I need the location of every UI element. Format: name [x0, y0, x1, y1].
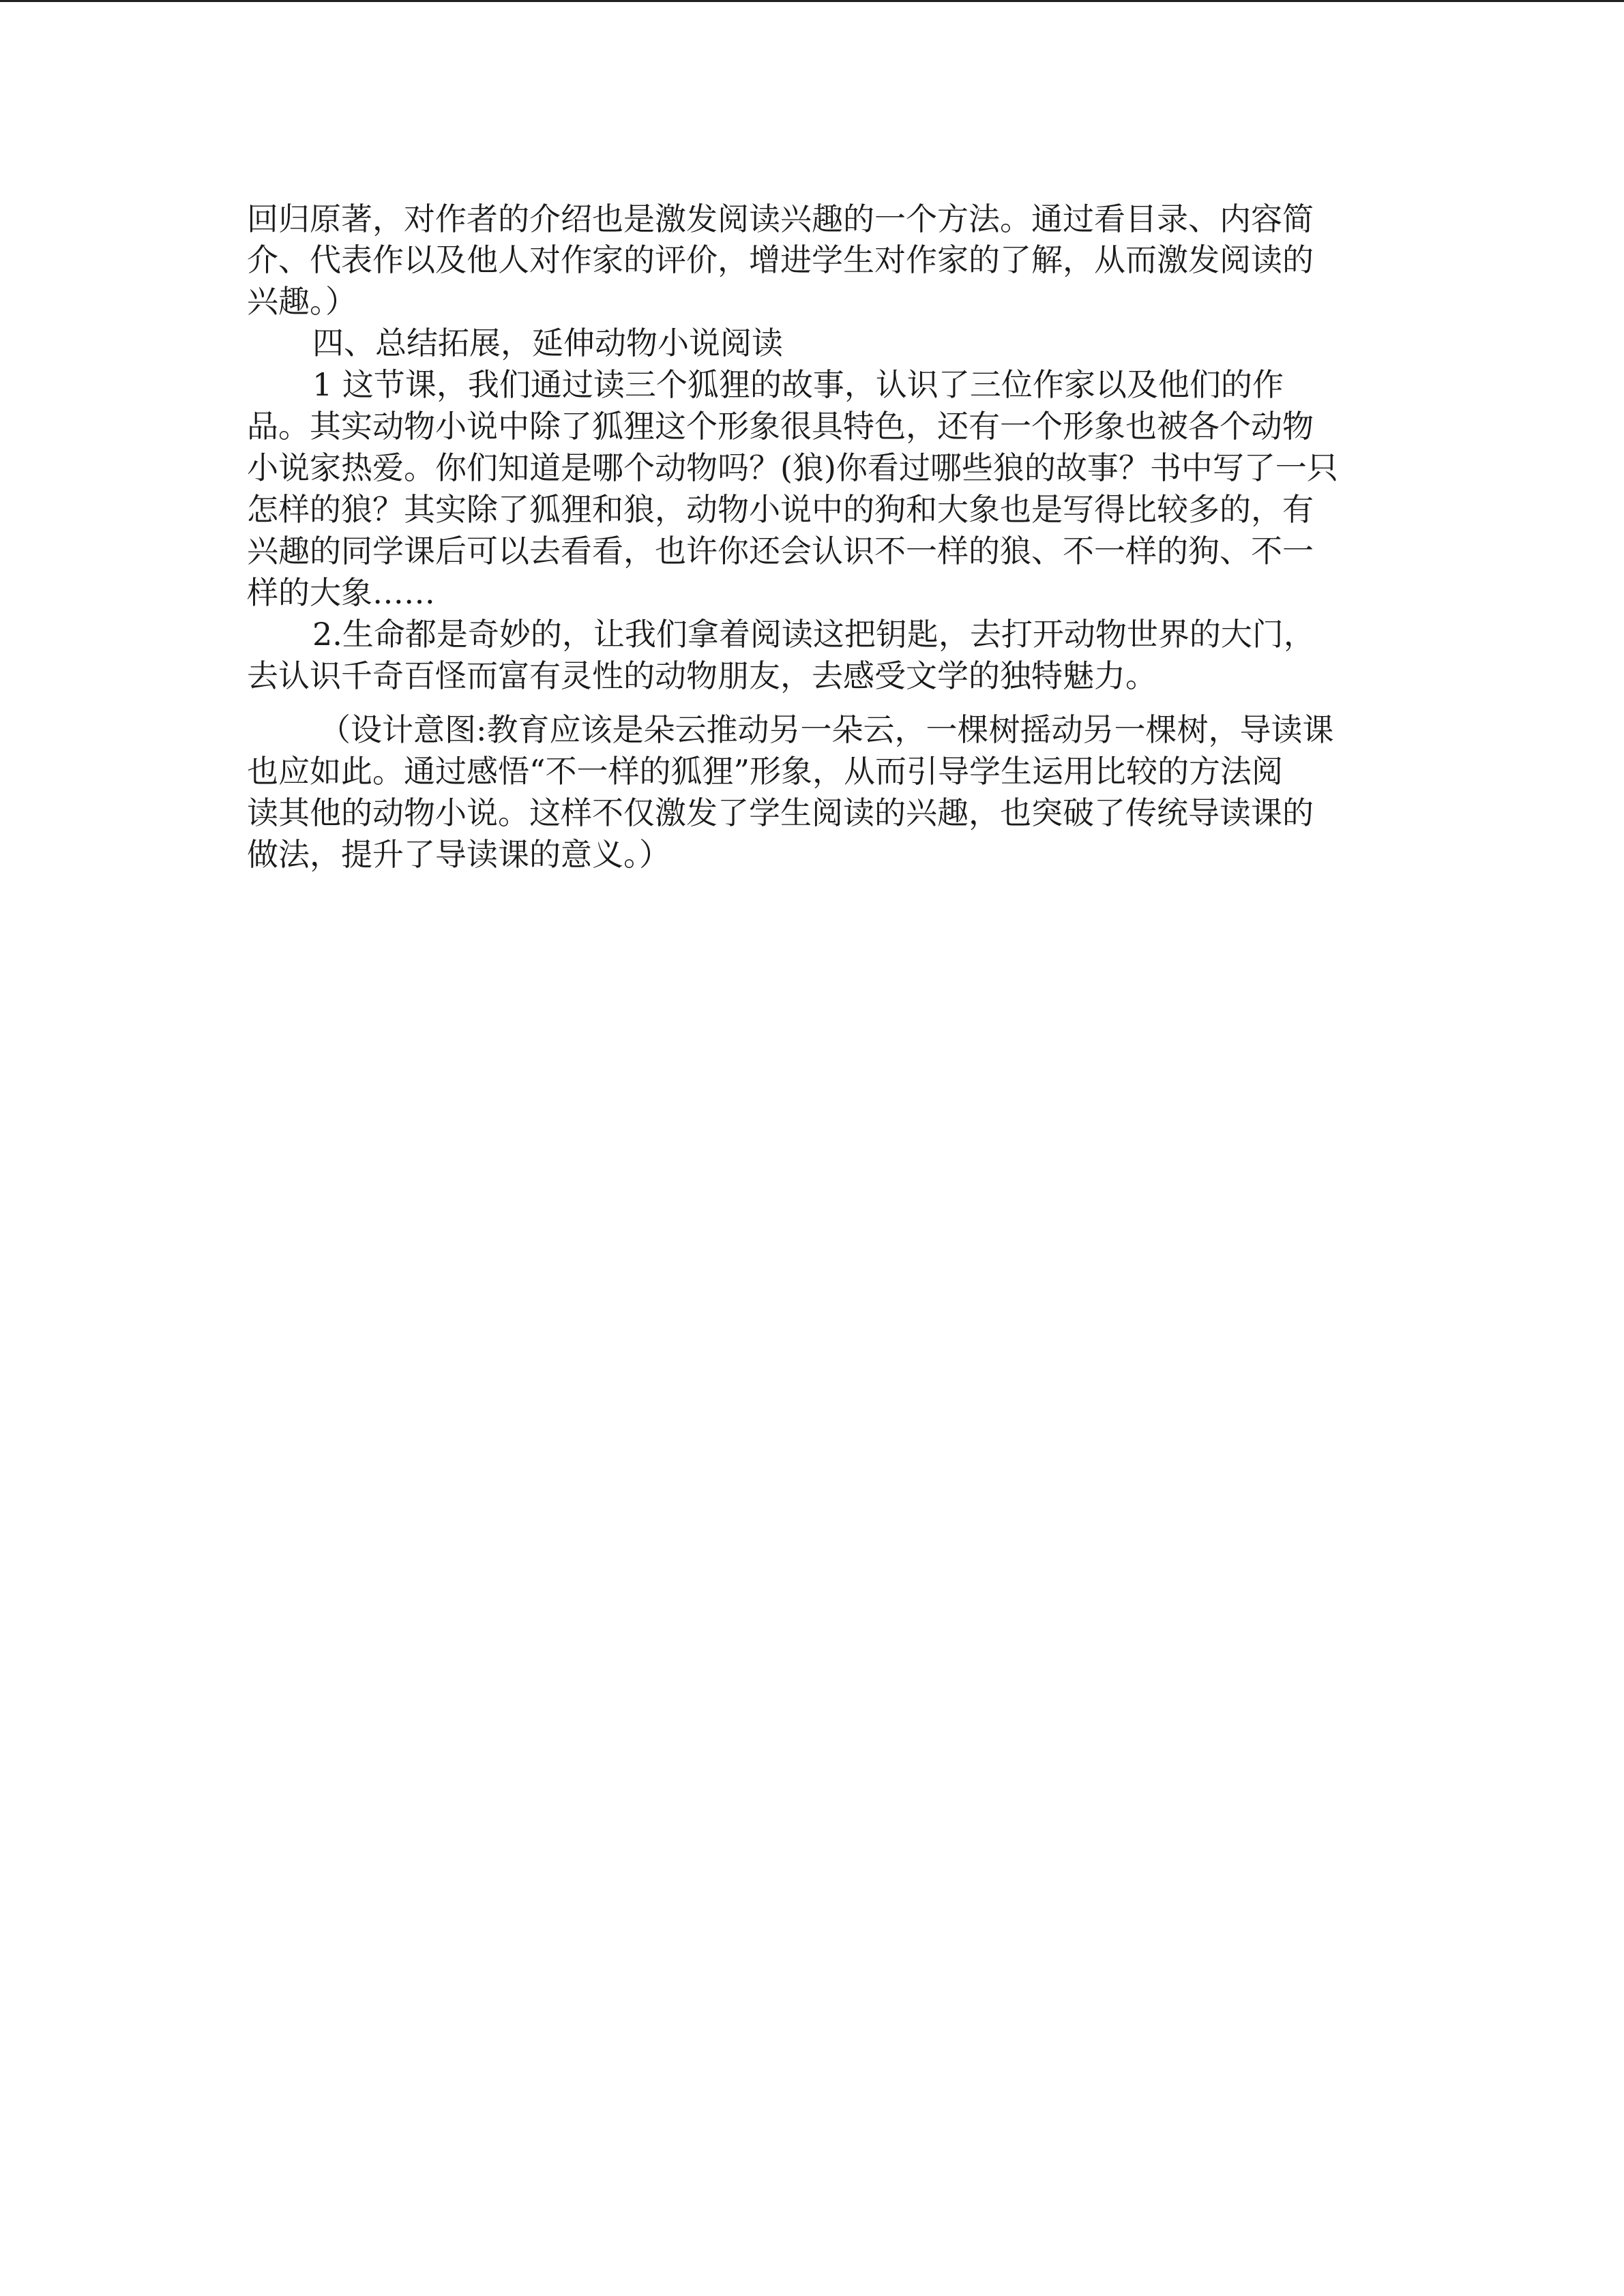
paragraph-line: 2.生命都是奇妙的，让我们拿着阅读这把钥匙，去打开动物世界的大门，	[312, 616, 1315, 653]
paragraph-line: 品。其实动物小说中除了狐狸这个形象很具特色，还有一个形象也被各个动物	[247, 408, 1314, 445]
paragraph-line: 做法，提升了导读课的意义。）	[247, 836, 670, 873]
paragraph-line: （设计意图:教育应该是朵云推动另一朵云，一棵树摇动另一棵树，导读课	[319, 711, 1334, 748]
paragraph-line: 读其他的动物小说。这样不仅激发了学生阅读的兴趣，也突破了传统导读课的	[247, 794, 1314, 831]
paragraph-line: 去认识千奇百怪而富有灵性的动物朋友，去感受文学的独特魅力。	[247, 657, 1157, 694]
paragraph-line: 怎样的狼？其实除了狐狸和狼，动物小说中的狗和大象也是写得比较多的，有	[247, 491, 1314, 528]
paragraph-line: 样的大象……	[247, 574, 435, 611]
paragraph-line: 小说家热爱。你们知道是哪个动物吗？(狼)你看过哪些狼的故事？书中写了一只	[247, 449, 1338, 486]
paragraph-line: 兴趣。）	[247, 283, 357, 320]
paragraph-line: 回归原著，对作者的介绍也是激发阅读兴趣的一个方法。通过看目录、内容简	[247, 200, 1314, 237]
paragraph-line: 也应如此。通过感悟“不一样的狐狸”形象，从而引导学生运用比较的方法阅	[247, 753, 1284, 790]
paragraph-line: 介、代表作以及他人对作家的评价，增进学生对作家的了解，从而激发阅读的	[247, 241, 1314, 278]
section-heading: 四、总结拓展，延伸动物小说阅读	[312, 325, 783, 361]
paragraph-line: 兴趣的同学课后可以去看看，也许你还会认识不一样的狼、不一样的狗、不一	[247, 533, 1314, 569]
paragraph-line: 1 这节课，我们通过读三个狐狸的故事，认识了三位作家以及他们的作	[312, 366, 1284, 403]
